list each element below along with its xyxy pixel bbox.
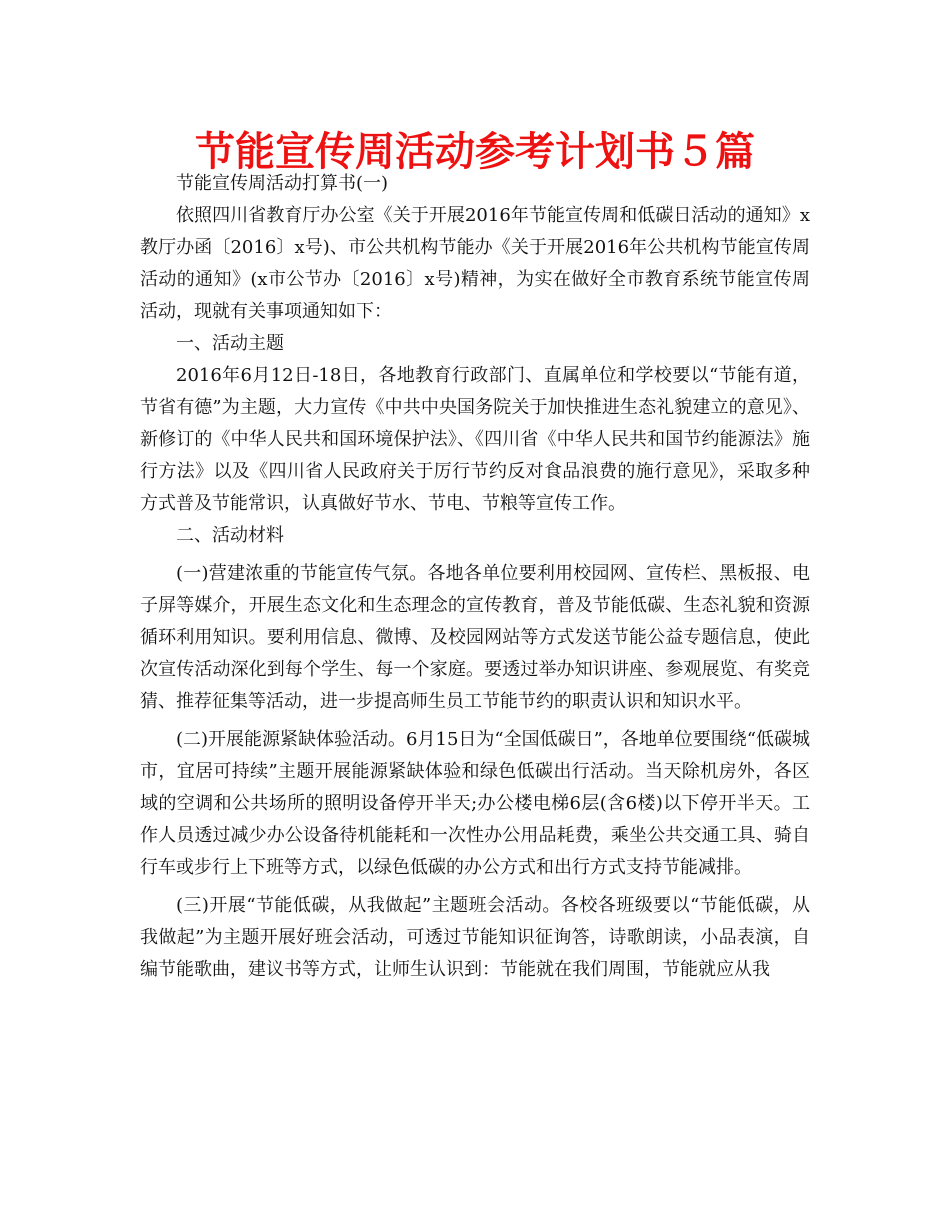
paragraph-subtitle: 节能宣传周活动打算书(一)	[176, 173, 389, 194]
paragraph-material-3: (三)开展“节能低碳，从我做起”主题班会活动。各校各班级要以“节能低碳，从我做起”为主题开展好班会活动，可透过节能知识征询答，诗歌朗读，小品表演，自编节能歌曲，建议书等方式，让师生认识到：节能就在我们周围，节能就应从我	[140, 895, 810, 980]
paragraph-material-2: (二)开展能源紧缺体验活动。6月15日为“全国低碳日”，各地单位要围绕“低碳城市，宜居可持续”主题开展能源紧缺体验和绿色低碳出行活动。当天除机房外，各区域的空调和公共场所的照明设备停开半天;办公楼电梯6层(含6楼)以下停开半天。工作人员透过减少办公设备待机能耗和一次性办公用品耗费，乘坐公共交通工具、骑自行车或步行上下班等方式，以绿色低碳的办公方式和出行方式支持节能减排。	[140, 729, 811, 878]
section-heading-theme: 一、活动主题	[176, 333, 284, 354]
document-title: 节能宣传周活动参考计划书５篇	[195, 129, 755, 175]
section-heading-materials: 二、活动材料	[176, 525, 284, 546]
document-body	[140, 168, 810, 986]
paragraph-material-1: (一)营建浓重的节能宣传气氛。各地各单位要利用校园网、宣传栏、黑板报、电子屏等媒介，开展生态文化和生态理念的宣传教育，普及节能低碳、生态礼貌和资源循环利用知识。要利用信息、微博、及校园网站等方式发送节能公益专题信息，使此次宣传活动深化到每个学生、每一个家庭。要透过举办知识讲座、参观展览、有奖竞猜、推荐征集等活动，进一步提高师生员工节能节约的职责认识和知识水平。	[140, 563, 810, 712]
paragraph-theme: 2016年6月12日-18日，各地教育行政部门、直属单位和学校要以“节能有道，节省有德”为主题，大力宣传《中共中央国务院关于加快推进生态礼貌建立的意见》、新修订的《中华人民共和国环境保护法》、《四川省《中华人民共和国节约能源法》施行方法》以及《四川省人民政府关于厉行节约反对食品浪费的施行意见》，采取多种方式普及节能常识，认真做好节水、节电、节粮等宣传工作。	[140, 365, 810, 514]
paragraph-intro: 依照四川省教育厅办公室《关于开展2016年节能宣传周和低碳日活动的通知》x教厅办函〔2016〕x号)、市公共机构节能办《关于开展2016年公共机构节能宣传周活动的通知》(x市公节办〔2016〕x号)精神，为实在做好全市教育系统节能宣传周活动，现就有关事项通知如下：	[140, 205, 810, 322]
